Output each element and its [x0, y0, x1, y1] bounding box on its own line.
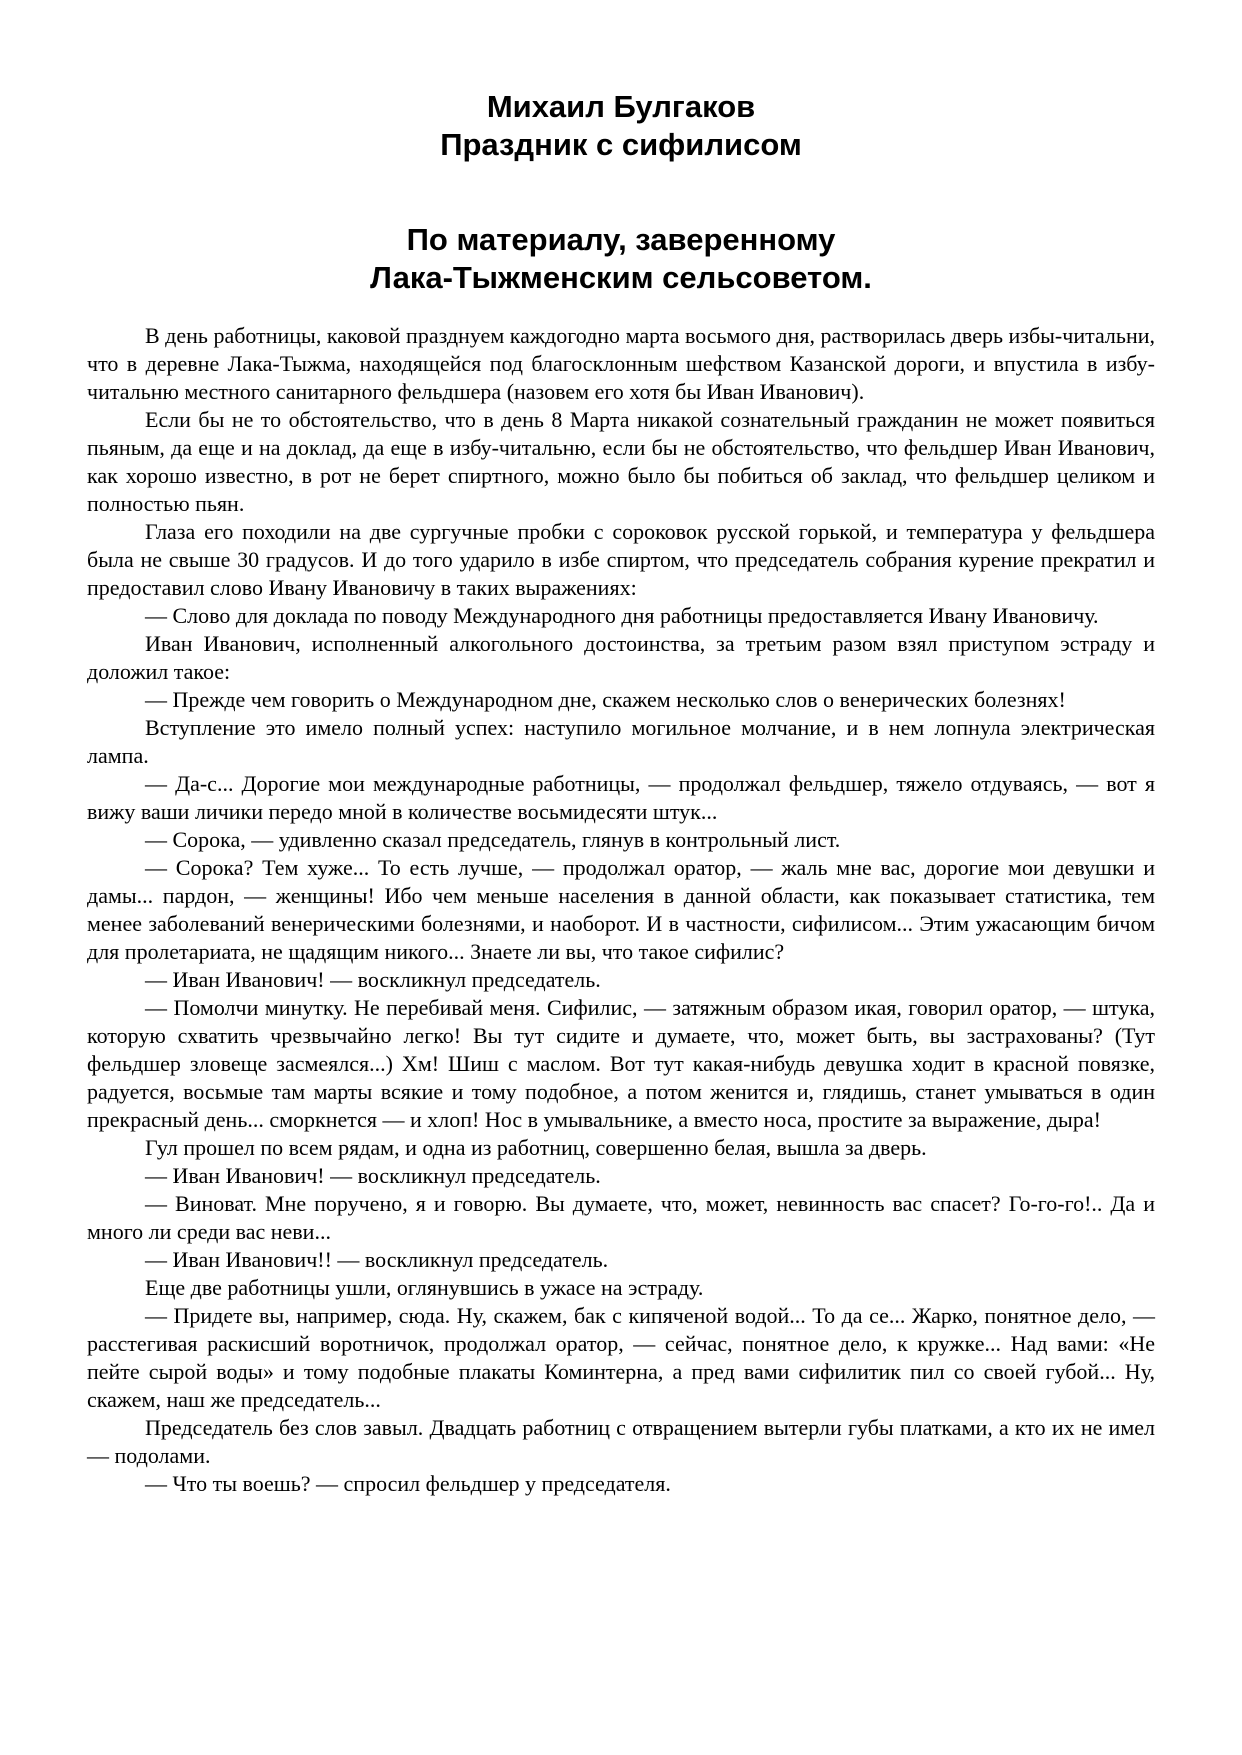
paragraph: Еще две работницы ушли, оглянувшись в ужасе на эстраду. [145, 1275, 704, 1300]
paragraph: Председатель без слов завыл. Двадцать работниц с отвращением вытерли губы платками, а кто их не имел — подолами. [87, 1415, 1155, 1468]
story-title: Праздник с сифилисом [440, 127, 802, 162]
paragraph: — Виноват. Мне поручено, я и говорю. Вы думаете, что, может, невинность вас спасет? Го-го-го!.. Да и много ли среди вас неви... [87, 1191, 1155, 1244]
paragraph: — Слово для доклада по поводу Международного дня работницы предоставляется Ивану Ивановичу. [145, 603, 1099, 628]
paragraph: — Прежде чем говорить о Международном дне, скажем несколько слов о венерических болезнях! [145, 687, 1066, 712]
paragraph: Гул прошел по всем рядам, и одна из работниц, совершенно белая, вышла за дверь. [145, 1135, 927, 1160]
paragraph: — Да-с... Дорогие мои международные работницы, — продолжал фельдшер, тяжело отдуваясь, — вот я вижу ваши личики передо мной в количестве восьмидесяти штук... [87, 771, 1155, 824]
subtitle-line-2: Лака-Тыжменским сельсоветом. [370, 260, 872, 295]
paragraph: — Иван Иванович! — воскликнул председатель. [145, 967, 601, 992]
paragraph: — Помолчи минутку. Не перебивай меня. Сифилис, — затяжным образом икая, говорил оратор, — штука, которую схватить чрезвычайно легко! Вы тут сидите и думаете, что, может быть, вы застрахованы? (Тут фельдшер зловеще засмеялся...) Хм! Шиш с маслом. Вот тут какая-нибудь девушка ходит в красной повязке, радуется, восьмые там марты всякие и тому подобное, а потом женится и, глядишь, станет умываться в один прекрасный день... сморкнется — и хлоп! Нос в умывальнике, а вместо носа, простите за выражение, дыра! [87, 995, 1155, 1132]
paragraph: — Сорока, — удивленно сказал председатель, глянув в контрольный лист. [145, 827, 841, 852]
paragraph: В день работницы, каковой празднуем каждогодно марта восьмого дня, растворилась дверь избы-читальни, что в деревне Лака-Тыжма, находящейся под благосклонным шефством Казанской дороги, и впустила в избу-читальню местного санитарного фельдшера (назовем его хотя бы Иван Иванович). [87, 323, 1155, 404]
author-name: Михаил Булгаков [486, 89, 756, 124]
paragraph: Глаза его походили на две сургучные пробки с сороковок русской горькой, и температура у фельдшера была не свыше 30 градусов. И до того ударило в избе спиртом, что председатель собрания курение прекратил и предоставил слово Ивану Ивановичу в таких выражениях: [87, 519, 1155, 600]
paragraph: — Иван Иванович!! — воскликнул председатель. [145, 1247, 609, 1272]
paragraph: Вступление это имело полный успех: наступило могильное молчание, и в нем лопнула электрическая лампа. [87, 715, 1155, 768]
subtitle-line-1: По материалу, заверенному [406, 222, 836, 257]
paragraph: Если бы не то обстоятельство, что в день 8 Марта никакой сознательный гражданин не может появиться пьяным, да еще и на доклад, да еще в избу-читальню, если бы не обстоятельство, что фельдшер Иван Иванович, как хорошо известно, в рот не берет спиртного, можно было бы побиться об заклад, что фельдшер целиком и полностью пьян. [87, 407, 1155, 516]
paragraph: — Придете вы, например, сюда. Ну, скажем, бак с кипяченой водой... То да се... Жарко, понятное дело, — расстегивая раскисший воротничок, продолжал оратор, — сейчас, понятное дело, к кружке... Над вами: «Не пейте сырой воды» и тому подобные плакаты Коминтерна, а пред вами сифилитик пил со своей губой... Ну, скажем, наш же председатель... [87, 1303, 1155, 1412]
paragraph: Иван Иванович, исполненный алкогольного достоинства, за третьим разом взял приступом эстраду и доложил такое: [87, 631, 1155, 684]
paragraph: — Иван Иванович! — воскликнул председатель. [145, 1163, 601, 1188]
story-text [87, 322, 1155, 1498]
paragraph: — Что ты воешь? — спросил фельдшер у председателя. [145, 1471, 671, 1496]
paragraph: — Сорока? Тем хуже... То есть лучше, — продолжал оратор, — жаль мне вас, дорогие мои девушки и дамы... пардон, — женщины! Ибо чем меньше населения в данной области, как показывает статистика, тем менее заболеваний венерическими болезнями, и наоборот. И в частности, сифилисом... Этим ужасающим бичом для пролетариата, не щадящим никого... Знаете ли вы, что такое сифилис? [87, 855, 1155, 964]
